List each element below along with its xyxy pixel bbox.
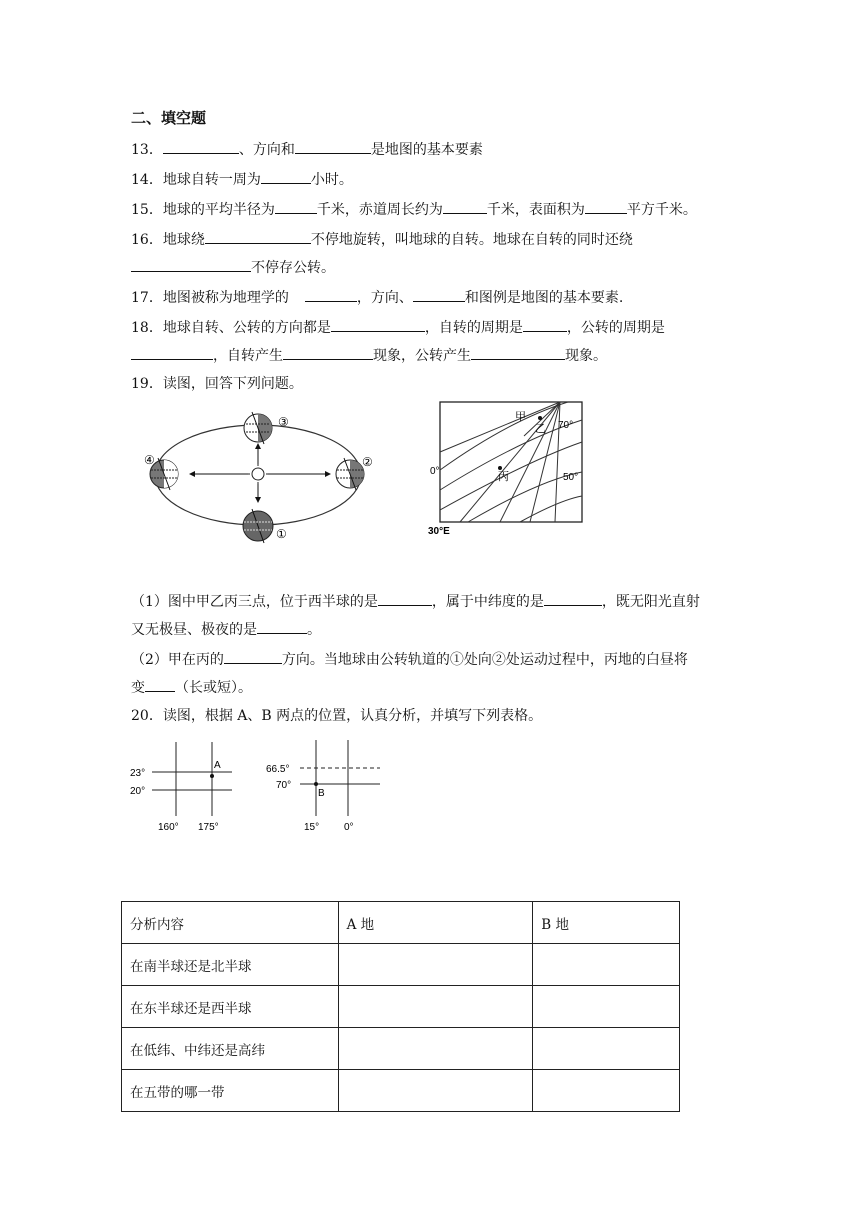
answer-blank[interactable] bbox=[413, 286, 465, 302]
answer-blank[interactable] bbox=[131, 344, 213, 360]
label-lat-50: 50° bbox=[563, 472, 579, 483]
q18-text-5: 现象，公转产生 bbox=[373, 348, 471, 364]
label-lat-70: 70° bbox=[558, 420, 574, 431]
question-19-2 bbox=[131, 648, 688, 670]
point-a-label: A bbox=[214, 760, 221, 771]
q13-text-2: 是地图的基本要素 bbox=[370, 142, 483, 158]
table-header-row bbox=[122, 902, 680, 944]
label-position-3: ③ bbox=[278, 415, 289, 429]
answer-cell-b[interactable] bbox=[533, 1028, 680, 1070]
answer-blank[interactable] bbox=[295, 138, 371, 154]
latlon-grid-diagram bbox=[420, 400, 590, 540]
q19-1-text-b: ，属于中纬度的是 bbox=[431, 594, 544, 610]
answer-blank[interactable] bbox=[471, 344, 565, 360]
q16-text: 16．地球绕 bbox=[131, 232, 205, 248]
point-a-marker bbox=[210, 774, 214, 778]
answer-cell-a[interactable] bbox=[338, 944, 533, 986]
answer-blank[interactable] bbox=[205, 228, 311, 244]
q19-1-text-d: 又无极昼、极夜的是 bbox=[131, 622, 257, 638]
q13-text-1: 、方向和 bbox=[238, 142, 295, 158]
orbit-diagram bbox=[140, 410, 380, 550]
row-label: 在五带的哪一带 bbox=[122, 1070, 339, 1112]
lon-15-label: 15° bbox=[304, 822, 320, 833]
q19-1-text-e: 。 bbox=[307, 622, 321, 638]
row-label: 在东半球还是西半球 bbox=[122, 986, 339, 1028]
lon-0-label: 0° bbox=[344, 822, 354, 833]
question-17 bbox=[131, 286, 623, 308]
question-20: 20．读图，根据 A、B 两点的位置，认真分析，并填写下列表格。 bbox=[131, 708, 543, 724]
answer-cell-a[interactable] bbox=[338, 1028, 533, 1070]
lat-70-label: 70° bbox=[276, 780, 292, 791]
answer-blank[interactable] bbox=[145, 676, 175, 692]
q17-text: 17．地图被称为地理学的 bbox=[131, 290, 289, 306]
q18-text-4: ，自转产生 bbox=[213, 348, 283, 364]
question-19: 19．读图，回答下列问题。 bbox=[131, 376, 303, 392]
q16-text-3: 不停存公转。 bbox=[251, 260, 335, 276]
label-bing: 丙 bbox=[498, 470, 509, 483]
earth-position-1 bbox=[243, 509, 273, 543]
lat-20-label: 20° bbox=[130, 786, 146, 797]
question-15 bbox=[131, 198, 697, 220]
q15-text-2: 千米，赤道周长约为 bbox=[316, 202, 443, 218]
answer-blank[interactable] bbox=[224, 648, 282, 664]
q17-text-3: 和图例是地图的基本要素. bbox=[464, 290, 624, 306]
label-lon-0: 0° bbox=[430, 466, 440, 477]
question-13 bbox=[131, 138, 483, 160]
table-row bbox=[122, 1028, 680, 1070]
point-b-label: B bbox=[318, 788, 325, 799]
question-16-cont bbox=[131, 256, 335, 278]
sun-icon bbox=[247, 463, 269, 485]
earth-position-3 bbox=[244, 412, 272, 444]
q14-text-2: 小时。 bbox=[310, 172, 353, 188]
answer-blank[interactable] bbox=[544, 590, 602, 606]
answer-blank[interactable] bbox=[305, 286, 357, 302]
q14-text: 14．地球自转一周为 bbox=[131, 172, 261, 188]
answer-blank[interactable] bbox=[257, 618, 307, 634]
answer-cell-b[interactable] bbox=[533, 986, 680, 1028]
q19-1-text-a: （1）图中甲乙丙三点，位于西半球的是 bbox=[131, 594, 378, 610]
table-row bbox=[122, 944, 680, 986]
table-header: A 地 bbox=[338, 902, 533, 944]
q18-text-3: ，公转的周期是 bbox=[566, 320, 665, 336]
label-lon-30e: 30°E bbox=[428, 526, 450, 537]
answer-blank[interactable] bbox=[585, 198, 627, 214]
question-19-1 bbox=[131, 590, 700, 612]
answer-blank[interactable] bbox=[378, 590, 432, 606]
question-19-1-cont bbox=[131, 618, 321, 640]
answer-blank[interactable] bbox=[163, 138, 239, 154]
table-row bbox=[122, 1070, 680, 1112]
q19-2-text-c: 变 bbox=[131, 680, 145, 696]
point-b-marker bbox=[314, 782, 318, 786]
label-position-2: ② bbox=[362, 455, 373, 469]
answer-blank[interactable] bbox=[275, 198, 317, 214]
question-14 bbox=[131, 168, 353, 190]
answer-blank[interactable] bbox=[261, 168, 311, 184]
label-position-1: ① bbox=[276, 527, 287, 541]
q19-1-text-c: ，既无阳光直射 bbox=[601, 594, 700, 610]
table-row bbox=[122, 986, 680, 1028]
answer-blank[interactable] bbox=[283, 344, 373, 360]
q18-text: 18．地球自转、公转的方向都是 bbox=[131, 320, 331, 336]
q18-text-6: 现象。 bbox=[565, 348, 607, 364]
answer-blank[interactable] bbox=[131, 256, 251, 272]
answer-blank[interactable] bbox=[443, 198, 487, 214]
q15-text: 15．地球的平均半径为 bbox=[131, 202, 275, 218]
row-label: 在低纬、中纬还是高纬 bbox=[122, 1028, 339, 1070]
question-18-cont bbox=[131, 344, 607, 366]
q15-text-4: 平方千米。 bbox=[626, 202, 697, 218]
earth-position-2 bbox=[336, 458, 364, 490]
answer-cell-a[interactable] bbox=[338, 1070, 533, 1112]
table-header: 分析内容 bbox=[122, 902, 339, 944]
q17-text-2: ，方向、 bbox=[356, 290, 413, 306]
q19-2-text-b: 方向。当地球由公转轨道的①处向②处运动过程中，丙地的白昼将 bbox=[281, 652, 688, 668]
q18-text-2: ，自转的周期是 bbox=[424, 320, 523, 336]
section-title: 二、填空题 bbox=[131, 109, 207, 127]
q13-number: 13． bbox=[131, 142, 163, 158]
row-label: 在南半球还是北半球 bbox=[122, 944, 339, 986]
q15-text-3: 千米，表面积为 bbox=[486, 202, 585, 218]
label-jia: 甲 bbox=[515, 410, 526, 423]
answer-blank[interactable] bbox=[331, 316, 425, 332]
question-19-2-cont bbox=[131, 676, 252, 698]
lon-160-label: 160° bbox=[158, 822, 179, 833]
lat-23-label: 23° bbox=[130, 768, 146, 779]
lat-66-5-label: 66.5° bbox=[266, 764, 290, 775]
answer-cell-b[interactable] bbox=[533, 944, 680, 986]
q19-2-text-d: （长或短）。 bbox=[175, 680, 252, 696]
point-b-grid bbox=[264, 738, 384, 835]
point-a-grid bbox=[128, 740, 238, 835]
question-18 bbox=[131, 316, 665, 338]
label-yi: 乙 bbox=[535, 422, 546, 435]
question-16 bbox=[131, 228, 633, 250]
q19-2-text-a: （2）甲在丙的 bbox=[131, 652, 224, 668]
answer-blank[interactable] bbox=[523, 316, 567, 332]
answer-cell-a[interactable] bbox=[338, 986, 533, 1028]
analysis-table bbox=[121, 901, 680, 1112]
q16-text-2: 不停地旋转，叫地球的自转。地球在自转的同时还绕 bbox=[310, 232, 633, 248]
answer-cell-b[interactable] bbox=[533, 1070, 680, 1112]
table-header: B 地 bbox=[533, 902, 680, 944]
label-position-4: ④ bbox=[144, 453, 155, 467]
lon-175-label: 175° bbox=[198, 822, 219, 833]
